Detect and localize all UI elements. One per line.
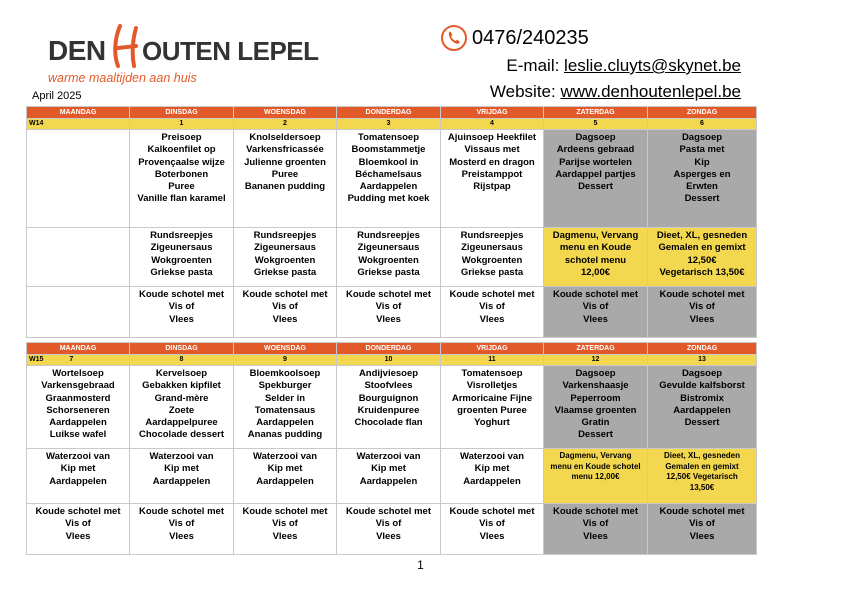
date-number: 7: [69, 356, 74, 363]
menu-text: Preisoep Kalkoenfilet op Provençaalse wijze Boterbonen Puree Vanille flan karamel: [137, 132, 226, 205]
menu-cell: [234, 504, 337, 555]
day-header: ZONDAG: [648, 343, 757, 355]
date-cell: 4: [441, 119, 544, 130]
menu-text: Kervelsoep Gebakken kipfilet Grand-mère Zoete Aardappelpuree Chocolade dessert: [139, 368, 224, 441]
menu-cell: [544, 287, 648, 338]
menu-text: Koude schotel met Vis of Vlees: [659, 289, 745, 325]
date-cell: 1: [130, 119, 234, 130]
menu-cell: [130, 228, 234, 287]
menu-cell: [648, 130, 757, 228]
week-label: W14: [29, 120, 44, 127]
menu-text: [27, 130, 129, 132]
menu-cell: [27, 130, 130, 228]
day-header: MAANDAG: [27, 107, 130, 119]
menu-text: Koude schotel met Vis of Vlees: [659, 506, 745, 542]
menu-text: Waterzooi van Kip met Aardappelen: [252, 451, 318, 487]
email-label: E-mail:: [506, 56, 565, 75]
menu-text: Koude schotel met Vis of Vlees: [553, 289, 638, 325]
menu-text: Koude schotel met Vis of Vlees: [346, 506, 431, 542]
menu-text: Wortelsoep Varkensgebraad Graanmosterd Schorseneren Aardappelen Luikse wafel: [41, 368, 115, 441]
day-header: VRIJDAG: [441, 107, 544, 119]
date-cell: 3: [337, 119, 441, 130]
menu-cell: [441, 130, 544, 228]
date-cell: 2: [234, 119, 337, 130]
menu-row-cold: [27, 504, 757, 555]
day-header: ZONDAG: [648, 107, 757, 119]
menu-text: Waterzooi van Kip met Aardappelen: [45, 451, 111, 487]
date-cell: 12: [544, 355, 648, 366]
menu-cell: [27, 449, 130, 504]
day-header: WOENSDAG: [234, 107, 337, 119]
menu-row-cold: [27, 287, 757, 338]
menu-text: Koude schotel met Vis of Vlees: [242, 289, 328, 325]
menu-cell: [544, 130, 648, 228]
logo: [44, 20, 319, 92]
menu-cell: [544, 504, 648, 555]
svg-text:OUTEN LEPEL: OUTEN LEPEL: [142, 36, 319, 66]
menu-text: Waterzooi van Kip met Aardappelen: [149, 451, 214, 487]
menu-cell: [648, 287, 757, 338]
menu-cell: [27, 504, 130, 555]
menu-text: Koude schotel met Vis of Vlees: [553, 506, 638, 542]
menu-text: Knolseldersoep Varkensfricassée Julienne groenten Puree Bananen pudding: [244, 132, 326, 193]
menu-text: Dagsoep Varkenshaasje Peperroom Vlaamse groenten Gratin Dessert: [554, 368, 637, 441]
menu-cell: [130, 130, 234, 228]
menu-cell: [648, 504, 757, 555]
day-header: WOENSDAG: [234, 343, 337, 355]
menu-cell: [337, 130, 441, 228]
menu-text: Waterzooi van Kip met Aardappelen: [459, 451, 525, 487]
menu-cell: [234, 130, 337, 228]
menu-text: Koude schotel met Vis of Vlees: [139, 289, 224, 325]
menu-cell: [648, 366, 757, 449]
menu-cell: [27, 287, 130, 338]
price-text: Dagmenu, Vervang menu en Koude schotel menu 12,00€: [550, 451, 641, 481]
menu-text: Ajuinsoep Heekfilet Vissaus met Mosterd en dragon Preistamppot Rijstpap: [447, 132, 537, 193]
menu-cell: [337, 504, 441, 555]
day-header: VRIJDAG: [441, 343, 544, 355]
price-cell: [544, 228, 648, 287]
menu-text: Dagsoep Ardeens gebraad Parijse wortelen Aardappel partjes Dessert: [555, 132, 636, 193]
menu-text: Tomatensoep Boomstammetje Bloemkool in Béchamelsaus Aardappelen Pudding met koek: [347, 132, 430, 205]
menu-row-main: [27, 130, 757, 228]
menu-cell: [234, 287, 337, 338]
date-row: [27, 119, 757, 130]
date-cell: 5: [544, 119, 648, 130]
date-row: [27, 355, 757, 366]
day-header: ZATERDAG: [544, 107, 648, 119]
menu-cell: [337, 366, 441, 449]
menu-cell: [130, 449, 234, 504]
menu-text: Koude schotel met Vis of Vlees: [449, 289, 535, 325]
date-cell: 9: [234, 355, 337, 366]
month-label: April 2025: [32, 90, 82, 102]
website-label: Website:: [489, 82, 561, 101]
menu-text: Koude schotel met Vis of Vlees: [346, 289, 431, 325]
price-text: Dieet, XL, gesneden Gemalen en gemixt 12,50€ Vegetarisch 13,50€: [656, 230, 748, 278]
email-link[interactable]: leslie.cluyts@skynet.be: [564, 56, 741, 75]
menu-text: Tomatensoep Visrolletjes Armoricaine Fijne groenten Puree Yoghurt: [451, 368, 533, 429]
svg-text:warme maaltijden aan huis: warme maaltijden aan huis: [48, 71, 197, 85]
menu-text: Andijviesoep Stoofvlees Bourguignon Kruidenpuree Chocolade flan: [354, 368, 423, 429]
menu-cell: [337, 449, 441, 504]
menu-row-alt: [27, 449, 757, 504]
price-text: Dagmenu, Vervang menu en Koude schotel menu 12,00€: [552, 230, 639, 278]
website-line: [490, 82, 741, 102]
menu-cell: [441, 228, 544, 287]
week-label-cell: [27, 119, 130, 130]
day-header: DINSDAG: [130, 107, 234, 119]
day-header: ZATERDAG: [544, 343, 648, 355]
day-header-row: [27, 107, 757, 119]
price-cell: [544, 449, 648, 504]
date-cell: 13: [648, 355, 757, 366]
menu-cell: [234, 366, 337, 449]
menu-cell: [544, 366, 648, 449]
menu-text: Dagsoep Gevulde kalfsborst Bistromix Aardappelen Dessert: [659, 368, 745, 429]
price-cell: [648, 228, 757, 287]
menu-cell: [130, 366, 234, 449]
phone-line: [440, 24, 589, 52]
date-cell: 8: [130, 355, 234, 366]
menu-text: [27, 287, 129, 289]
menu-cell: [234, 228, 337, 287]
week-label: W15: [29, 356, 44, 363]
svg-text:DEN: DEN: [48, 35, 106, 66]
menu-cell: [27, 228, 130, 287]
day-header-row: [27, 343, 757, 355]
logo-graphic: [44, 20, 319, 92]
menu-text: Rundsreepjes Zigeunersaus Wokgroenten Griekse pasta: [460, 230, 524, 278]
menu-cell: [441, 449, 544, 504]
day-header: DONDERDAG: [337, 343, 441, 355]
menu-cell: [27, 366, 130, 449]
menu-text: Rundsreepjes Zigeunersaus Wokgroenten Griekse pasta: [253, 230, 317, 278]
menu-table: [26, 106, 757, 555]
menu-cell: [130, 504, 234, 555]
price-cell: [648, 449, 757, 504]
menu-cell: [337, 228, 441, 287]
menu-text: Koude schotel met Vis of Vlees: [242, 506, 328, 542]
week-label-cell: [27, 355, 130, 366]
email-line: [506, 56, 741, 76]
menu-cell: [337, 287, 441, 338]
menu-cell: [441, 504, 544, 555]
menu-text: Koude schotel met Vis of Vlees: [139, 506, 224, 542]
day-header: DINSDAG: [130, 343, 234, 355]
menu-text: Rundsreepjes Zigeunersaus Wokgroenten Griekse pasta: [150, 230, 213, 278]
day-header: MAANDAG: [27, 343, 130, 355]
page-number: 1: [417, 558, 424, 572]
menu-row-main: [27, 366, 757, 449]
menu-cell: [441, 287, 544, 338]
menu-cell: [441, 366, 544, 449]
menu-text: Dagsoep Pasta met Kip Asperges en Erwten Dessert: [673, 132, 731, 205]
menu-cell: [234, 449, 337, 504]
price-text: Dieet, XL, gesneden Gemalen en gemixt 12,50€ Vegetarisch 13,50€: [663, 451, 741, 492]
menu-text: [27, 228, 129, 230]
date-cell: 11: [441, 355, 544, 366]
menu-cell: [130, 287, 234, 338]
menu-text: Bloemkoolsoep Spekburger Selder in Tomatensaus Aardappelen Ananas pudding: [247, 368, 323, 441]
day-header: DONDERDAG: [337, 107, 441, 119]
menu-text: Waterzooi van Kip met Aardappelen: [356, 451, 421, 487]
date-cell: 6: [648, 119, 757, 130]
website-link[interactable]: www.denhoutenlepel.be: [560, 82, 741, 101]
menu-row-alt: [27, 228, 757, 287]
menu-text: Rundsreepjes Zigeunersaus Wokgroenten Griekse pasta: [357, 230, 420, 278]
phone-icon: [440, 24, 468, 52]
date-cell: 10: [337, 355, 441, 366]
menu-text: Koude schotel met Vis of Vlees: [35, 506, 121, 542]
phone-number[interactable]: 0476/240235: [472, 26, 589, 49]
menu-text: Koude schotel met Vis of Vlees: [449, 506, 535, 542]
